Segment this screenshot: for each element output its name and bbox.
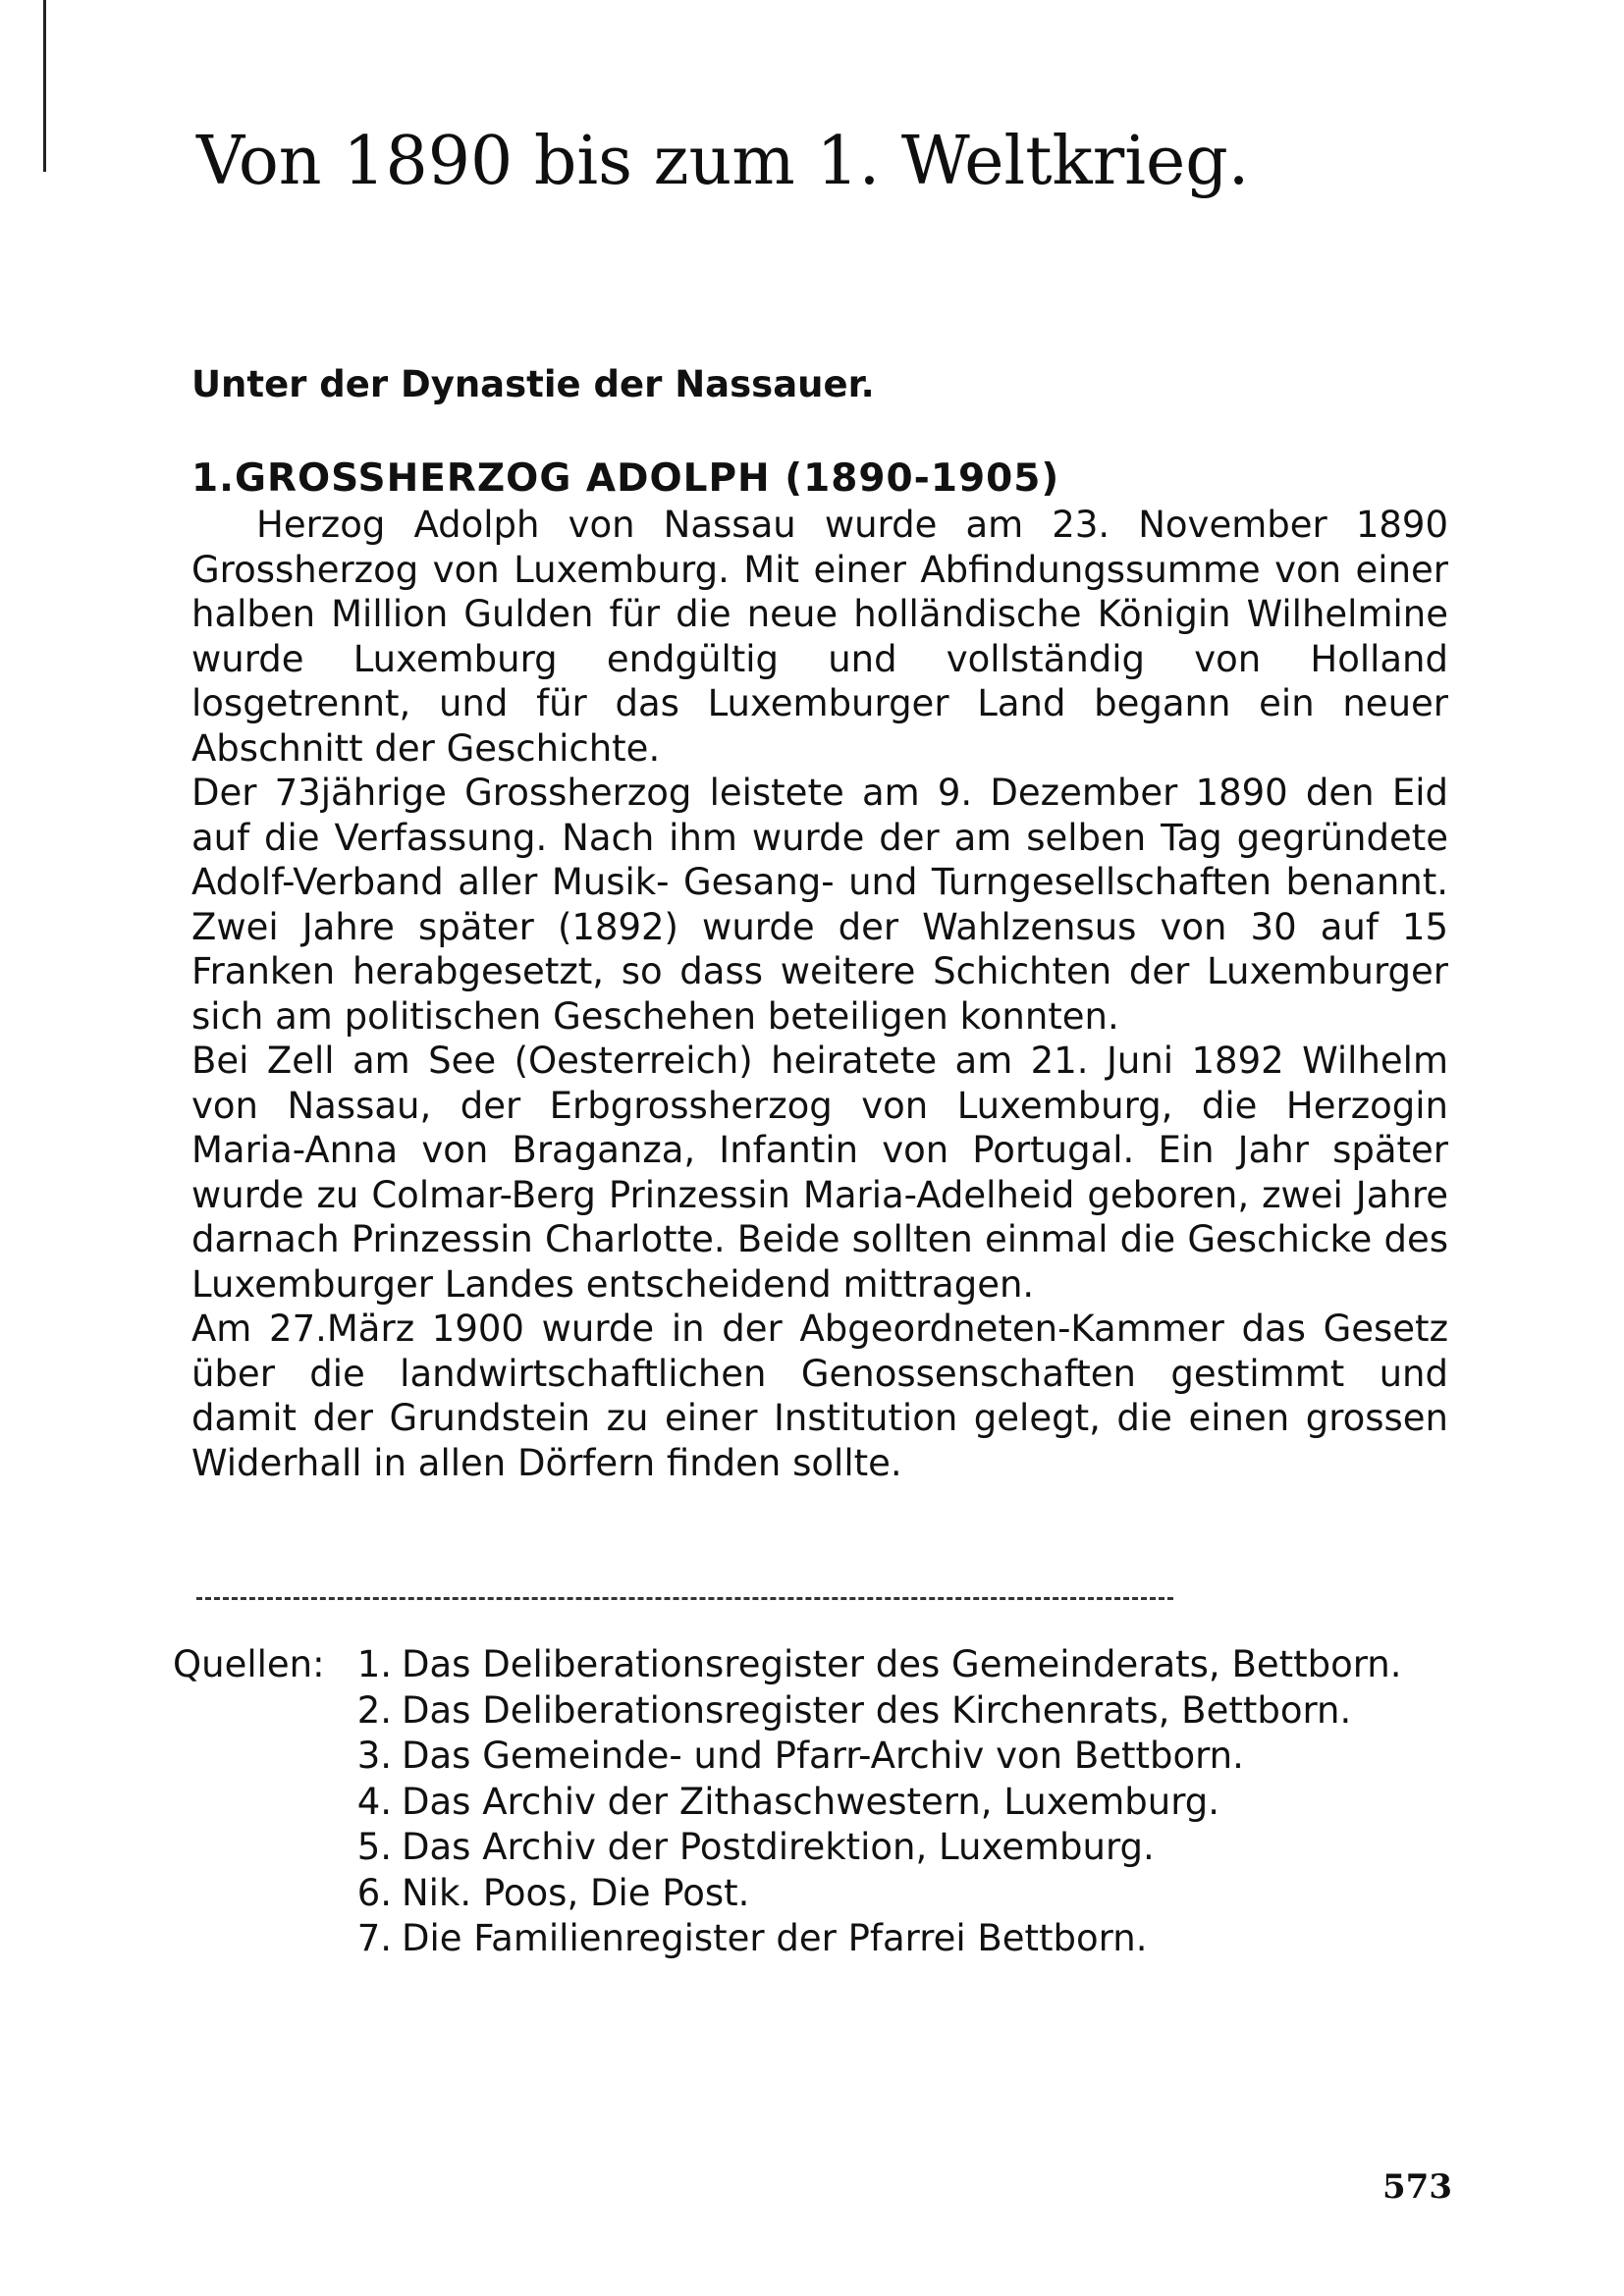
paragraph: Am 27.März 1900 wurde in der Abgeordneten-Kammer das Gesetz über die landwirtschaftlichen Genossenschaften gestimmt und damit der Grundstein zu einer Institution gelegt, die einen grossen Widerhall in allen Dörfern finden sollte. xyxy=(191,1308,1448,1484)
source-item xyxy=(173,1642,1498,1688)
source-number: 7. xyxy=(356,1917,392,1959)
source-text: Die Familienregister der Pfarrei Bettborn. xyxy=(402,1917,1148,1959)
source-item xyxy=(173,1871,1498,1917)
page-edge-line xyxy=(43,0,46,172)
source-number: 3. xyxy=(356,1735,392,1777)
source-number: 1. xyxy=(356,1643,392,1685)
source-number: 4. xyxy=(356,1780,392,1823)
source-text: Das Deliberationsregister des Kirchenrats, Bettborn. xyxy=(402,1688,1352,1732)
paragraph: Der 73jährige Grossherzog leistete am 9. Dezember 1890 den Eid auf die Verfassung. Nach ihm wurde der am selben Tag gegründete Adolf-Verband aller Musik- Gesang- und Turngesellschaften benannt. Zwei Jahre später (1892) wurde der Wahlzensus von 30 auf 15 Franken herabgesetzt, so dass weitere Schichten der Luxemburger sich am politischen Geschehen beteiligen konnten. xyxy=(191,772,1448,1038)
source-text: Das Archiv der Zithaschwestern, Luxemburg. xyxy=(402,1780,1220,1823)
source-item xyxy=(173,1734,1498,1780)
source-number: 2. xyxy=(356,1688,392,1732)
body-text xyxy=(191,503,1448,1485)
source-text: Das Deliberationsregister des Gemeinderats, Bettborn. xyxy=(402,1643,1402,1685)
source-item xyxy=(173,1688,1498,1735)
page-number: 573 xyxy=(1382,2167,1452,2207)
dashed-divider xyxy=(196,1597,1173,1600)
paragraph: Bei Zell am See (Oesterreich) heiratete am 21. Juni 1892 Wilhelm von Nassau, der Erbgrossherzog von Luxemburg, die Herzogin Maria-Anna von Braganza, Infantin von Portugal. Ein Jahr später wurde zu Colmar-Berg Prinzessin Maria-Adelheid geboren, zwei Jahre darnach Prinzessin Charlotte. Beide sollten einmal die Geschicke des Luxemburger Landes entscheidend mittragen. xyxy=(191,1040,1448,1306)
source-item xyxy=(173,1825,1498,1871)
sources-list xyxy=(173,1642,1498,1962)
subtitle: Unter der Dynastie der Nassauer. xyxy=(191,363,875,405)
sources-label: Quellen: xyxy=(173,1643,325,1685)
source-number: 6. xyxy=(356,1871,392,1914)
source-item xyxy=(173,1780,1498,1826)
section-heading: 1.GROSSHERZOG ADOLPH (1890-1905) xyxy=(191,456,1060,501)
page-title: Von 1890 bis zum 1. Weltkrieg. xyxy=(196,123,1250,200)
source-number: 5. xyxy=(356,1826,392,1868)
source-item xyxy=(173,1916,1498,1962)
paragraph: Herzog Adolph von Nassau wurde am 23. November 1890 Grossherzog von Luxemburg. Mit einer Abfindungssumme von einer halben Million Gulden für die neue holländische Königin Wilhelmine wurde Luxemburg endgültig und vollständig von Holland losgetrennt, und für das Luxemburger Land begann ein neuer Abschnitt der Geschichte. xyxy=(191,504,1448,770)
source-text: Nik. Poos, Die Post. xyxy=(402,1871,750,1914)
source-text: Das Gemeinde- und Pfarr-Archiv von Bettborn. xyxy=(402,1735,1244,1777)
source-text: Das Archiv der Postdirektion, Luxemburg. xyxy=(402,1826,1155,1868)
